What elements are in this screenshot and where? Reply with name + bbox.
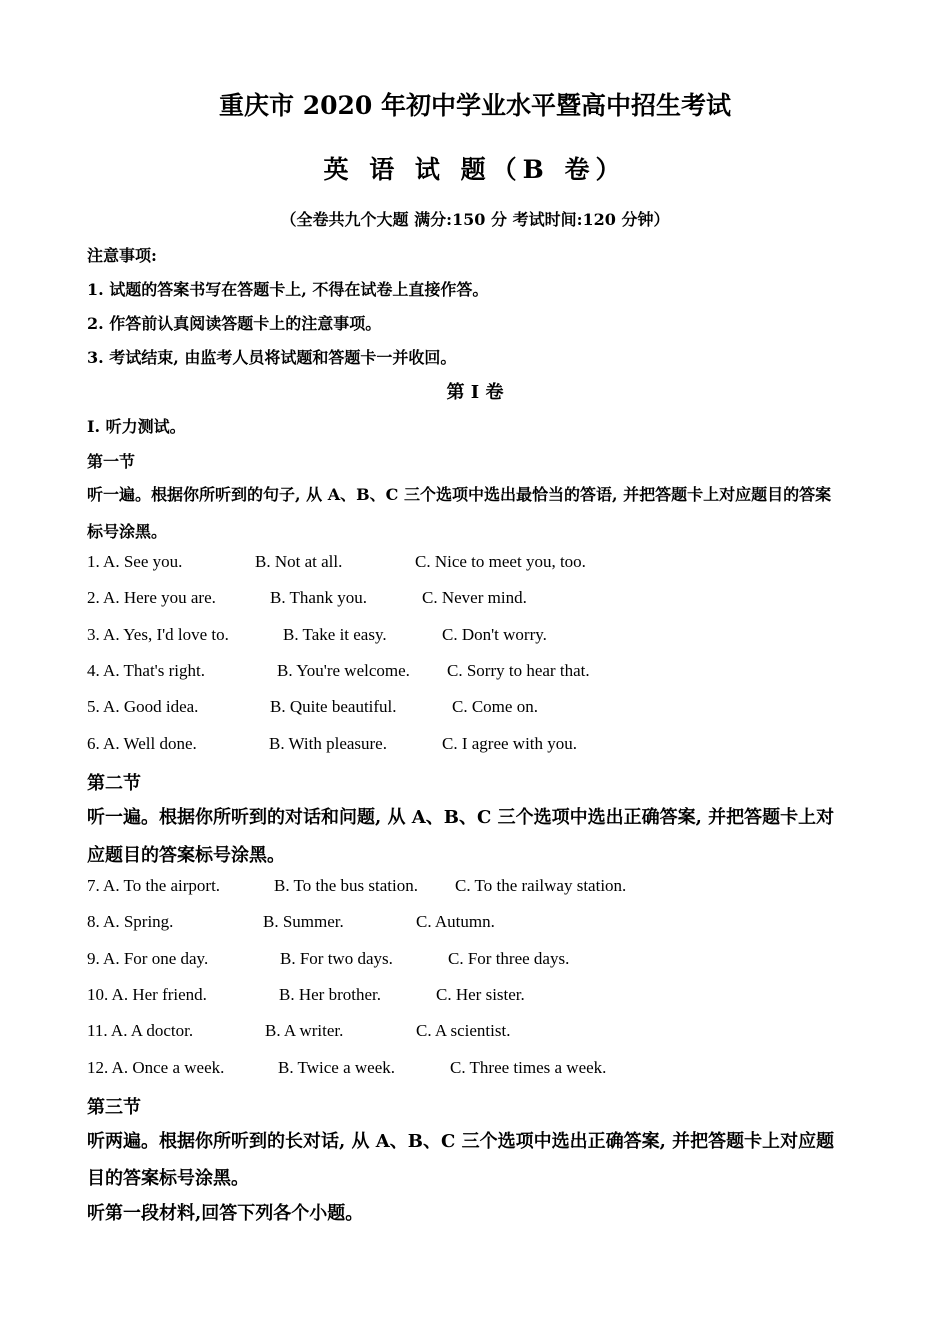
option-b: B. You're welcome. bbox=[277, 661, 410, 680]
exam-title: 重庆市 2020 年初中学业水平暨高中招生考试 bbox=[219, 91, 731, 120]
option-b: B. For two days. bbox=[280, 949, 393, 968]
section-heading: 第二节 bbox=[87, 773, 141, 794]
option-b: B. Summer. bbox=[263, 912, 344, 931]
volume-title: 第 I 卷 bbox=[446, 382, 504, 403]
option-b: B. Her brother. bbox=[279, 985, 381, 1004]
option-c: C. Her sister. bbox=[436, 985, 525, 1004]
option-a: 8. A. Spring. bbox=[87, 912, 174, 931]
option-a: 5. A. Good idea. bbox=[87, 697, 199, 716]
section-instruction: 听第一段材料,回答下列各个小题。 bbox=[87, 1203, 364, 1224]
option-b: B. To the bus station. bbox=[274, 876, 418, 895]
option-c: C. A scientist. bbox=[416, 1021, 511, 1040]
option-c: C. Sorry to hear that. bbox=[447, 661, 590, 680]
option-c: C. Come on. bbox=[452, 697, 538, 716]
section-instruction: 应题目的答案标号涂黑。 bbox=[87, 845, 285, 866]
option-b: B. With pleasure. bbox=[269, 734, 387, 753]
option-a: 3. A. Yes, I'd love to. bbox=[87, 625, 229, 644]
option-c: C. For three days. bbox=[448, 949, 570, 968]
section-instruction: 目的答案标号涂黑。 bbox=[87, 1168, 249, 1189]
option-a: 1. A. See you. bbox=[87, 552, 183, 571]
option-c: C. I agree with you. bbox=[442, 734, 578, 753]
option-c: C. Don't worry. bbox=[442, 625, 547, 644]
section-instruction: 标号涂黑。 bbox=[87, 522, 168, 541]
option-c: C. Nice to meet you, too. bbox=[415, 552, 586, 571]
option-a: 9. A. For one day. bbox=[87, 949, 209, 968]
option-a: 4. A. That's right. bbox=[87, 661, 205, 680]
option-a: 12. A. Once a week. bbox=[87, 1058, 225, 1077]
section-heading: 第三节 bbox=[87, 1097, 141, 1118]
notice-item: 3. 考试结束, 由监考人员将试题和答题卡一并收回。 bbox=[87, 348, 457, 367]
section-instruction: 听一遍。根据你所听到的对话和问题, 从 A、B、C 三个选项中选出正确答案, 并把答题卡上对 bbox=[87, 807, 835, 828]
part-title: I. 听力测试。 bbox=[87, 417, 186, 436]
option-b: B. A writer. bbox=[265, 1021, 344, 1040]
option-a: 11. A. A doctor. bbox=[87, 1021, 194, 1040]
option-a: 6. A. Well done. bbox=[87, 734, 197, 753]
notice-item: 2. 作答前认真阅读答题卡上的注意事项。 bbox=[87, 314, 382, 333]
notice-item: 1. 试题的答案书写在答题卡上, 不得在试卷上直接作答。 bbox=[87, 280, 489, 299]
option-a: 7. A. To the airport. bbox=[87, 876, 221, 895]
exam-subtitle: 英 语 试 题（B 卷） bbox=[323, 155, 627, 184]
section-instruction: 听一遍。根据你所听到的句子, 从 A、B、C 三个选项中选出最恰当的答语, 并把答题卡上对应题目的答案 bbox=[87, 485, 832, 504]
option-a: 2. A. Here you are. bbox=[87, 588, 216, 607]
option-b: B. Thank you. bbox=[270, 588, 367, 607]
option-c: C. Autumn. bbox=[416, 912, 495, 931]
option-b: B. Quite beautiful. bbox=[270, 697, 397, 716]
option-b: B. Not at all. bbox=[255, 552, 343, 571]
section-heading: 第一节 bbox=[87, 452, 136, 471]
option-c: C. To the railway station. bbox=[455, 876, 627, 895]
option-b: B. Twice a week. bbox=[278, 1058, 395, 1077]
section-instruction: 听两遍。根据你所听到的长对话, 从 A、B、C 三个选项中选出正确答案, 并把答题卡上对应题 bbox=[87, 1131, 835, 1152]
notice-heading: 注意事项: bbox=[87, 246, 157, 265]
option-b: B. Take it easy. bbox=[283, 625, 387, 644]
exam-info: （全卷共九个大题 满分:150 分 考试时间:120 分钟） bbox=[280, 210, 670, 229]
option-a: 10. A. Her friend. bbox=[87, 985, 207, 1004]
option-c: C. Three times a week. bbox=[450, 1058, 607, 1077]
option-c: C. Never mind. bbox=[422, 588, 527, 607]
